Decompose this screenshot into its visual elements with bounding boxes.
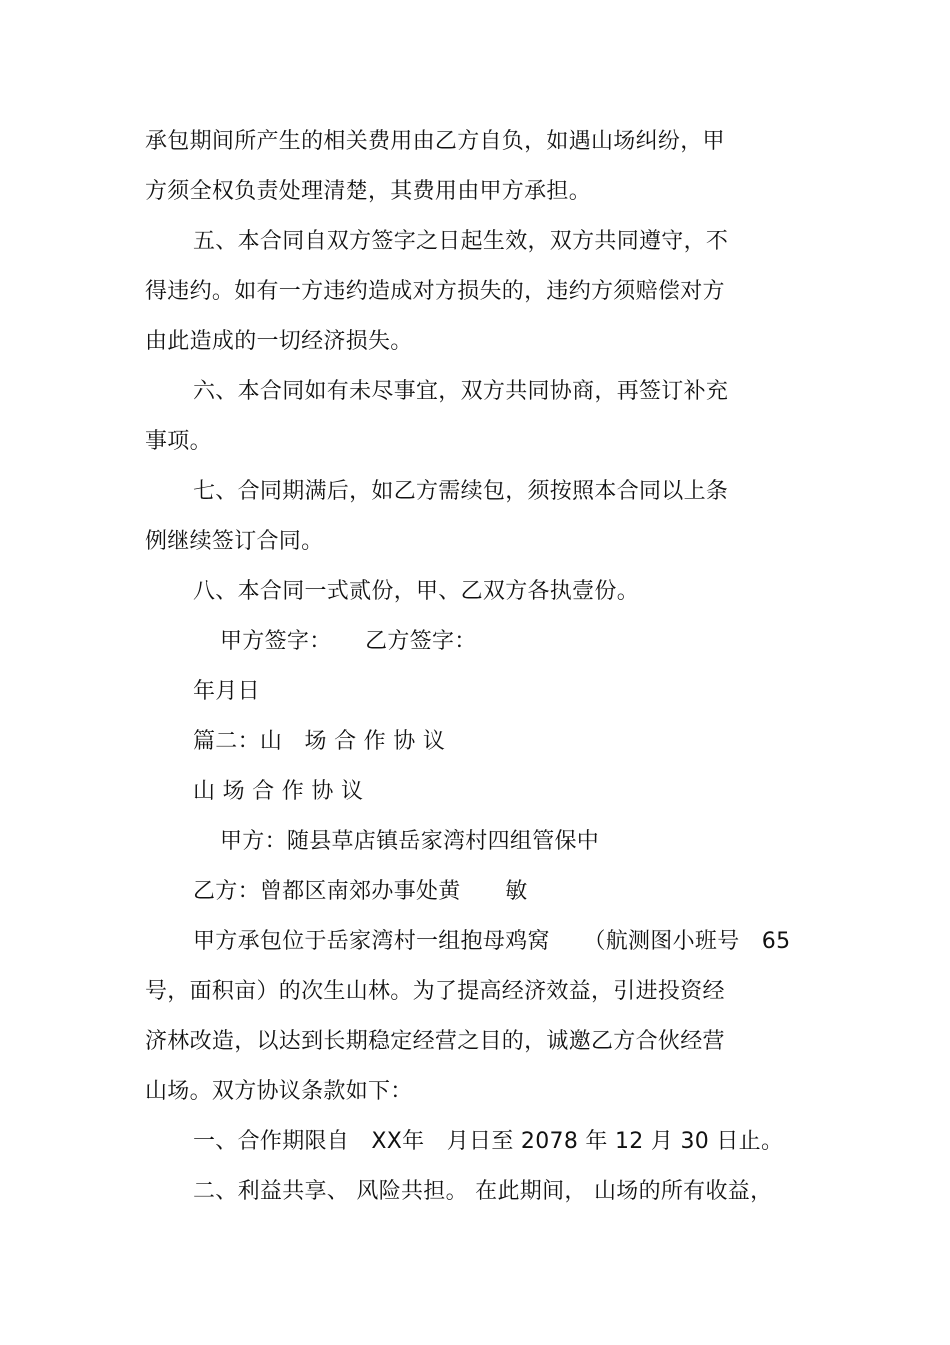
date-line: 年月日 — [193, 679, 260, 704]
document-title: 山 场 合 作 协 议 — [193, 779, 364, 804]
party-b-line: 乙方：曾都区南郊办事处黄 敏 — [193, 879, 528, 904]
party-a-line: 甲方：随县草店镇岳家湾村四组管保中 — [220, 829, 600, 854]
text-line: 八、本合同一式贰份，甲、乙双方各执壹份。 — [193, 579, 640, 604]
text-line: 承包期间所产生的相关费用由乙方自负，如遇山场纠纷，甲 — [145, 129, 725, 154]
text-line: 七、合同期满后，如乙方需续包，须按照本合同以上条 — [193, 479, 729, 504]
signature-line: 甲方签字： 乙方签字： — [220, 629, 477, 654]
text-line: 二、利益共享、 风险共担。 在此期间， 山场的所有收益， — [193, 1179, 773, 1204]
text-line: 例继续签订合同。 — [145, 529, 324, 554]
text-line: 济林改造，以达到长期稳定经营之目的，诚邀乙方合伙经营 — [145, 1029, 725, 1054]
text-line: 甲方承包位于岳家湾村一组抱母鸡窝 （航测图小班号 65 — [193, 929, 791, 954]
text-line: 事项。 — [145, 429, 212, 454]
text-line: 由此造成的一切经济损失。 — [145, 329, 413, 354]
text-line: 山场。双方协议条款如下： — [145, 1079, 413, 1104]
text-line: 得违约。如有一方违约造成对方损失的，违约方须赔偿对方 — [145, 279, 725, 304]
section-heading: 篇二：山 场 合 作 协 议 — [193, 729, 446, 754]
text-line: 方须全权负责处理清楚，其费用由甲方承担。 — [145, 179, 592, 204]
text-line: 一、合作期限自 XX年 月日至 2078 年 12 月 30 日止。 — [193, 1129, 784, 1154]
text-line: 六、本合同如有未尽事宜，双方共同协商，再签订补充 — [193, 379, 729, 404]
text-line: 五、本合同自双方签字之日起生效，双方共同遵守，不 — [193, 229, 729, 254]
text-line: 号，面积亩）的次生山林。为了提高经济效益，引进投资经 — [145, 979, 725, 1004]
